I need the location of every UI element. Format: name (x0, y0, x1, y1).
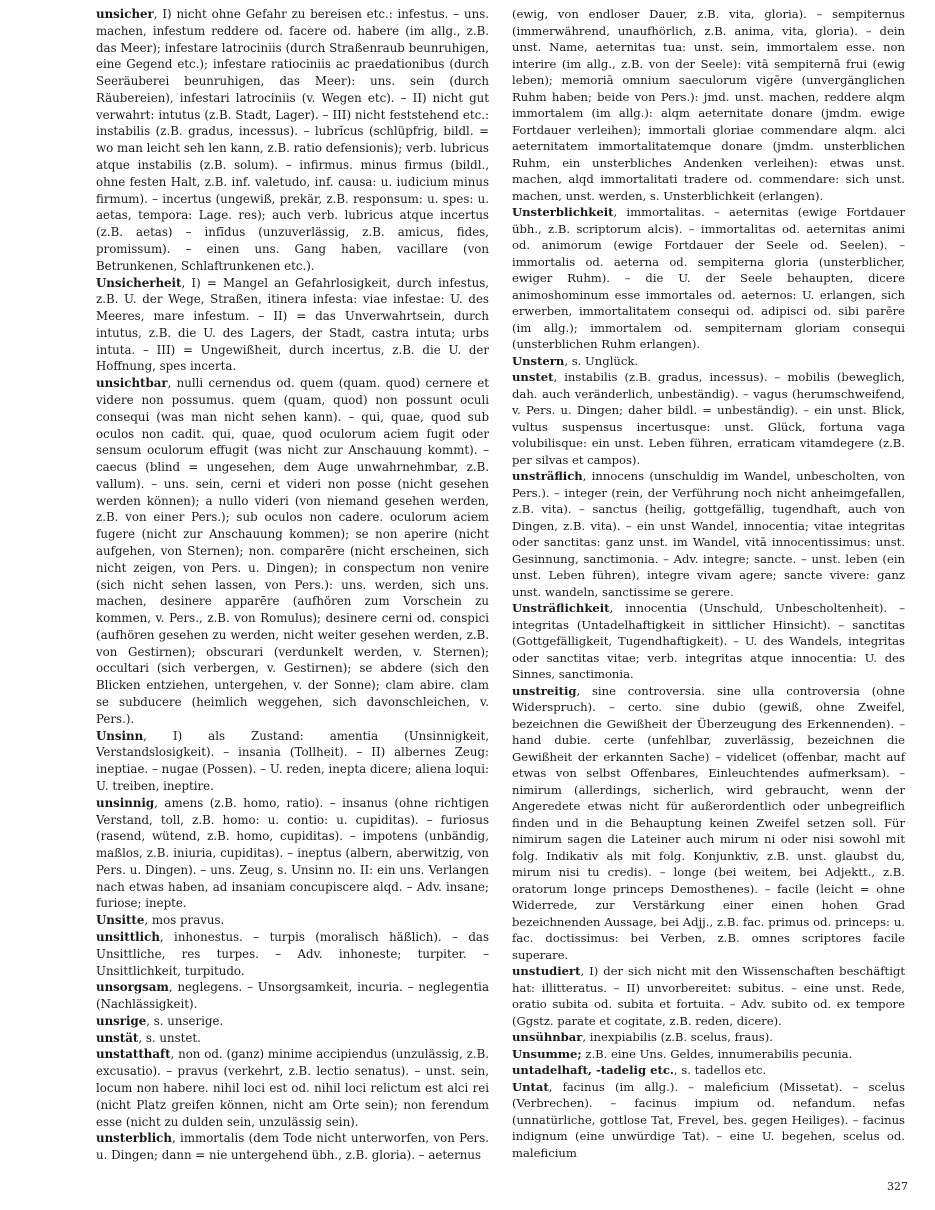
entry-headword: unstät (96, 1030, 139, 1045)
entry-headword: unsittlich (96, 929, 160, 944)
entry-text: , sine controversia. sine ulla controversia (ohne Widerspruch). – certo. sine dubio (gewiß, ohne Zweifel, bezeichnen die Gewißheit der Überzeugung des Erkennenden). – hand dubie. certe (unfehlbar, zuverlässig, bezeichnen die Gewißheit der erkannten Sache) – videlicet (offenbar, macht auf etwas von selbst Offenbares, Einleuchtendes aufmerksam). – nimirum (allerdings, sicherlich, wird gebraucht, wenn der Angeredete etwas nicht für außerordentlich oder unbegreiflich finden und in die Behauptung keinen Zweifel setzen soll. Für nimirum sagen die Lateiner auch mirum ni oder nisi sowohl mit folg. Indikativ als mit folg. Konjunktiv, z.B. unst. glaubst du, mirum nisi tu credis). – longe (bei weitem, bei Adjektt., z.B. oratorum longe princeps Demosthenes). – facile (leicht = ohne Widerrede, zur Verstärkung einer einen hohen Grad bezeichnenden Aussage, bei Adjj., z.B. fac. primus od. princeps: u. fac. doctissimus: bei Verben, z.B. omnes scriptores facile superare. (512, 683, 905, 962)
dictionary-entry (96, 1030, 489, 1047)
entry-text: , I) als Zustand: amentia (Unsinnigkeit, Verstandslosigkeit). – insania (Tollheit). – II) albernes Zeug: ineptiae. – nugae (Possen). – U. reden, inepta dicere; aliena loqui: U. treiben, ineptire. (96, 728, 489, 793)
entry-headword: untadelhaft, -tadelig etc. (512, 1063, 674, 1077)
dictionary-entry (96, 979, 489, 1013)
entry-headword: unstreitig (512, 683, 577, 698)
entry-headword: Unsträflichkeit (512, 601, 610, 615)
entry-text: , instabilis (z.B. gradus, incessus). – mobilis (beweglich, dah. auch veränderlich, unbeständig). – vagus (herumschweifend, v. Pers. u. Dingen; daher bildl. = unbeständig). – ein unst. Blick, vultus suspensus incertusque: unst. Glück, fortuna vaga volubilisque: ein unst. Leben führen, erraticam vitamdegere (z.B. per silvas et campos). (512, 370, 905, 467)
entry-text: , s. Unglück. (564, 353, 639, 368)
entry-text: , s. unserige. (146, 1013, 224, 1028)
entry-headword: unstet (512, 370, 554, 384)
entry-text: , mos pravus. (144, 913, 225, 928)
entry-text: , I) nicht ohne Gefahr zu bereisen etc.: infestus. – uns. machen, infestum reddere od. facere od. habere (im allg., z.B. das Meer); infestare latrociniis (durch Straßenraub beunruhigen, eine Gegend etc.); infestare ratiociniis ac praedationibus (durch Seeräuberei beunruhigen, das Meer): uns. sein (durch Räubereien), infestari latrociniis (v. Wegen etc). – II) nicht gut verwahrt: intutus (z.B. Stadt, Lager). – III) nicht feststehend etc.: instabilis (z.B. gradus, incessus). – lubrĭcus (schlüpfrig, bildl. = wo man leicht seh len kann, z.B. ratio defensionis); verb. lubricus atque instabilis (z.B. solum). – infirmus. minus firmus (bildl., ohne festen Halt, z.B. inf. valetudo, inf. causa: u. iudicium minus firmum). – incertus (ungewiß, prekär, z.B. responsum: u. spes: u. aetas, tempora: Lage. res); auch verb. lubricus atque incertus (z.B. aetas) – infīdus (unzuverlässig, z.B. amicus, fides, promissum). – einen uns. Gang haben, vacillare (von Betrunkenen, Schlaftrunkenen etc.). (96, 7, 489, 273)
entry-headword: unsrige (96, 1013, 147, 1028)
entry-headword: Unsterblichkeit (512, 205, 614, 219)
entry-text: , immortalis (dem Tode nicht unterworfen, von Pers. u. Dingen; dann = nie untergehend übh., z.B. gloria). – aeternus (96, 1131, 489, 1163)
right-column (512, 6, 905, 1161)
entry-headword: unsterblich (96, 1131, 172, 1146)
dictionary-entry (96, 275, 489, 376)
dictionary-entry (512, 1079, 905, 1162)
entry-headword: unsträflich (512, 469, 583, 483)
entry-headword: unsinnig (96, 795, 155, 810)
entry-text: , nulli cernendus od. quem (quam. quod) cernere et videre non possumus. quem (quam, quod) non possunt oculi consequi (was man nicht sehen kann). – qui, quae, quod sub oculos non cadit. qui, quae, quod oculorum aciem fugit oder sensum oculorum effugit (was nicht zur Anschauung kommt). – caecus (blind = ungesehen, dem Auge unwahrnehmbar, z.B. vallum). – uns. sein, cerni et videri non posse (nicht gesehen werden können); a nullo videri (von niemand gesehen werden, z.B. von einer Pers.); sub oculos non cadere. oculorum aciem fugere (nicht zur Anschauung kommen); se non aperire (nicht aufgehen, von Sternen); non. comparēre (nicht erscheinen, sich nicht zeigen, von Pers. u. Dingen); in conspectum non venire (sich nicht sehen lassen, von Pers.): uns. werden, sich uns. machen, desinere apparēre (aufhören zum Vorschein zu kommen, v. Pers., z.B. von Romulus); desinere cerni od. conspici (aufhören gesehen zu werden, nicht weiter gesehen werden, z.B. von Gestirnen); obscurari (verdunkelt werden, v. Sternen); occultari (sich verbergen, v. Gestirnen); se abdere (sich den Blicken entziehen, untergehen, v. der Sonne); clam abire. clam se subducere (heimlich weggehen, sich davonschleichen, v. Pers.). (96, 376, 489, 726)
dictionary-entry (512, 1046, 905, 1063)
dictionary-entry (512, 353, 905, 370)
entry-text: , s. unstet. (138, 1030, 201, 1045)
dictionary-entry (512, 6, 905, 204)
entry-text: , amens (z.B. homo, ratio). – insanus (ohne richtigen Verstand, toll, z.B. homo: u. contio: u. cupiditas). – furiosus (rasend, wütend, z.B. homo, cupiditas). – impotens (unbändig, maßlos, z.B. iniuria, cupiditas). – ineptus (albern, aberwitzig, von Pers. u. Dingen). – uns. Zeug, s. Unsinn no. II: ein uns. Verlangen nach etwas haben, ad insaniam concupiscere alqd. – Adv. insane; furiose; inepte. (96, 795, 489, 911)
dictionary-entry (512, 1062, 905, 1079)
entry-text: , innocens (unschuldig im Wandel, unbescholten, von Pers.). – integer (rein, der Verführung noch nicht anheimgefallen, z.B. vita). – sanctus (heilig, gottgefällig, tugendhaft, auch von Dingen, z.B. vita). – ein unst Wandel, innocentia; vitae integritas oder sanctitas: ganz unst. im Wandel, vitā innocentissimus: unst. Gesinnung, sanctimonia. – Adv. integre; sancte. – unst. leben (ein unst. Leben führen), integre vivam agere; sancte vivere: ganz unst. wandeln, sanctissime se gerere. (512, 469, 905, 599)
entry-text: , neglegens. – Unsorgsamkeit, incuria. – neglegentia (Nachlässigkeit). (96, 980, 489, 1012)
dictionary-entry (512, 683, 905, 964)
page-number: 327 (887, 1180, 908, 1193)
left-column (96, 6, 489, 1164)
dictionary-entry (96, 375, 489, 727)
dictionary-entry (96, 912, 489, 929)
entry-headword: unsorgsam (96, 980, 169, 995)
entry-headword: unstudiert (512, 964, 581, 978)
dictionary-entry (96, 6, 489, 275)
entry-headword: unsichtbar (96, 376, 168, 391)
entry-headword: unstatthaft (96, 1047, 171, 1062)
entry-headword: Untat (512, 1079, 549, 1094)
entry-text: , innocentia (Unschuld, Unbescholtenheit). – integritas (Untadelhaftigkeit in sittlicher Hinsicht). – sanctitas (Gottgefälligkeit, Tugendhaftigkeit). – U. des Wandels, integritas oder sanctitas vitae; verb. integritas atque innocentia: U. des Sinnes, sanctimonia. (512, 601, 905, 681)
dictionary-entry (96, 728, 489, 795)
dictionary-entry (512, 963, 905, 1029)
entry-text: , s. tadellos etc. (673, 1063, 767, 1077)
entry-text: , facinus (im allg.). – maleficium (Missetat). – scelus (Verbrechen). – facinus impium od. nefandum. nefas (unnatürliche, gottlose Tat, Frevel, bes. gegen Heiliges). – facinus indignum (eine unwürdige Tat). – eine U. begehen, scelus od. maleficium (512, 1079, 905, 1160)
entry-text: (ewig, von endloser Dauer, z.B. vita, gloria). – sempiternus (immerwährend, unaufhörlich, z.B. anima, vita, gloria). – dein unst. Name, aeternitas tua: unst. sein, immortalem esse. non interire (im allg., z.B. von der Seele): vitā sempiternā frui (ewig leben); memoriā omnium saeculorum vigēre (unvergänglichen Ruhm haben; beide von Pers.): jmd. unst. machen, reddere alqm immortalem (im allg.): alqm aeternitate donare (jmdm. ewige Fortdauer verleihen); immortali gloriae commendare alqm. alci aeternitatem immortalitatemque donare (jmdm. unsterblichen Ruhm, ein unsterbliches Andenken verleihen): etwas unst. machen, alqd immortalitati tradere od. commendare: sich unst. machen, unst. werden, s. Unsterblichkeit (erlangen). (512, 7, 905, 203)
entry-headword: Unstern (512, 353, 565, 368)
dictionary-entry (96, 1130, 489, 1164)
entry-text: , non od. (ganz) minime accipiendus (unzulässig, z.B. excusatio). – pravus (verkehrt, z.B. lectio senatus). – unst. sein, locum non habere. nihil loci est od. nihil loci relictum est alci rei (nicht Platz greifen können, nicht am Orte sein); non ferendum esse (nicht zu dulden sein, unzulässig sein). (96, 1047, 489, 1129)
entry-headword: unsicher (96, 7, 154, 21)
dictionary-entry (512, 369, 905, 468)
entry-text: , inexpiabilis (z.B. scelus, fraus). (582, 1030, 773, 1044)
dictionary-entry (96, 1013, 489, 1030)
entry-text: , I) der sich nicht mit den Wissenschaften beschäftigt hat: illitteratus. – II) unvorbereitet: subitus. – eine unst. Rede, oratio subita od. subita et fortuita. – Adv. subito od. ex tempore (Ggstz. parate et cogitate, z.B. reden, dicere). (512, 964, 905, 1028)
entry-text: , I) = Mangel an Gefahrlosigkeit, durch infestus, z.B. U. der Wege, Straßen, itinera infesta: viae infestae: U. des Meeres, mare infestum. – II) = das Unverwahrtsein, durch intutus, z.B. die U. des Lagers, der Stadt, castra intuta; urbs intuta. – III) = Ungewißheit, durch incertus, z.B. die U. der Hoffnung, spes incerta. (96, 275, 489, 374)
entry-headword: unsühnbar (512, 1030, 583, 1044)
entry-text: , inhonestus. – turpis (moralisch häßlich). – das Unsittliche, res turpes. – Adv. inhoneste; turpiter. – Unsittlichkeit, turpitudo. (96, 929, 489, 978)
dictionary-entry (96, 929, 489, 979)
entry-headword: Unsicherheit (96, 275, 182, 290)
dictionary-entry (512, 204, 905, 353)
dictionary-entry (512, 1029, 905, 1046)
entry-text: , immortalitas. – aeternitas (ewige Fortdauer übh., z.B. scriptorum alcis). – immortalitas od. aeternitas animi od. animorum (ewige Fortdauer der Seele od. Seelen). – immortalis od. aeterna od. sempiterna gloria (unsterblicher, ewiger Ruhm). – die U. der Seele behaupten, dicere animoshominum esse immortales od. aeternos: U. erlangen, sich erwerben, immortalitatem consequi od. adipisci od. sibi parēre (im allg.); immortalem od. sempiternam gloriam consequi (unsterblichen Ruhm erlangen). (512, 205, 905, 351)
dictionary-entry (512, 468, 905, 600)
entry-text: z.B. eine Uns. Geldes, innumerabilis pecunia. (581, 1046, 853, 1061)
dictionary-entry (512, 600, 905, 683)
dictionary-entry (96, 795, 489, 912)
entry-headword: Unsumme; (512, 1046, 582, 1061)
entry-headword: Unsinn (96, 728, 144, 743)
entry-headword: Unsitte (96, 913, 145, 928)
dictionary-entry (96, 1046, 489, 1130)
